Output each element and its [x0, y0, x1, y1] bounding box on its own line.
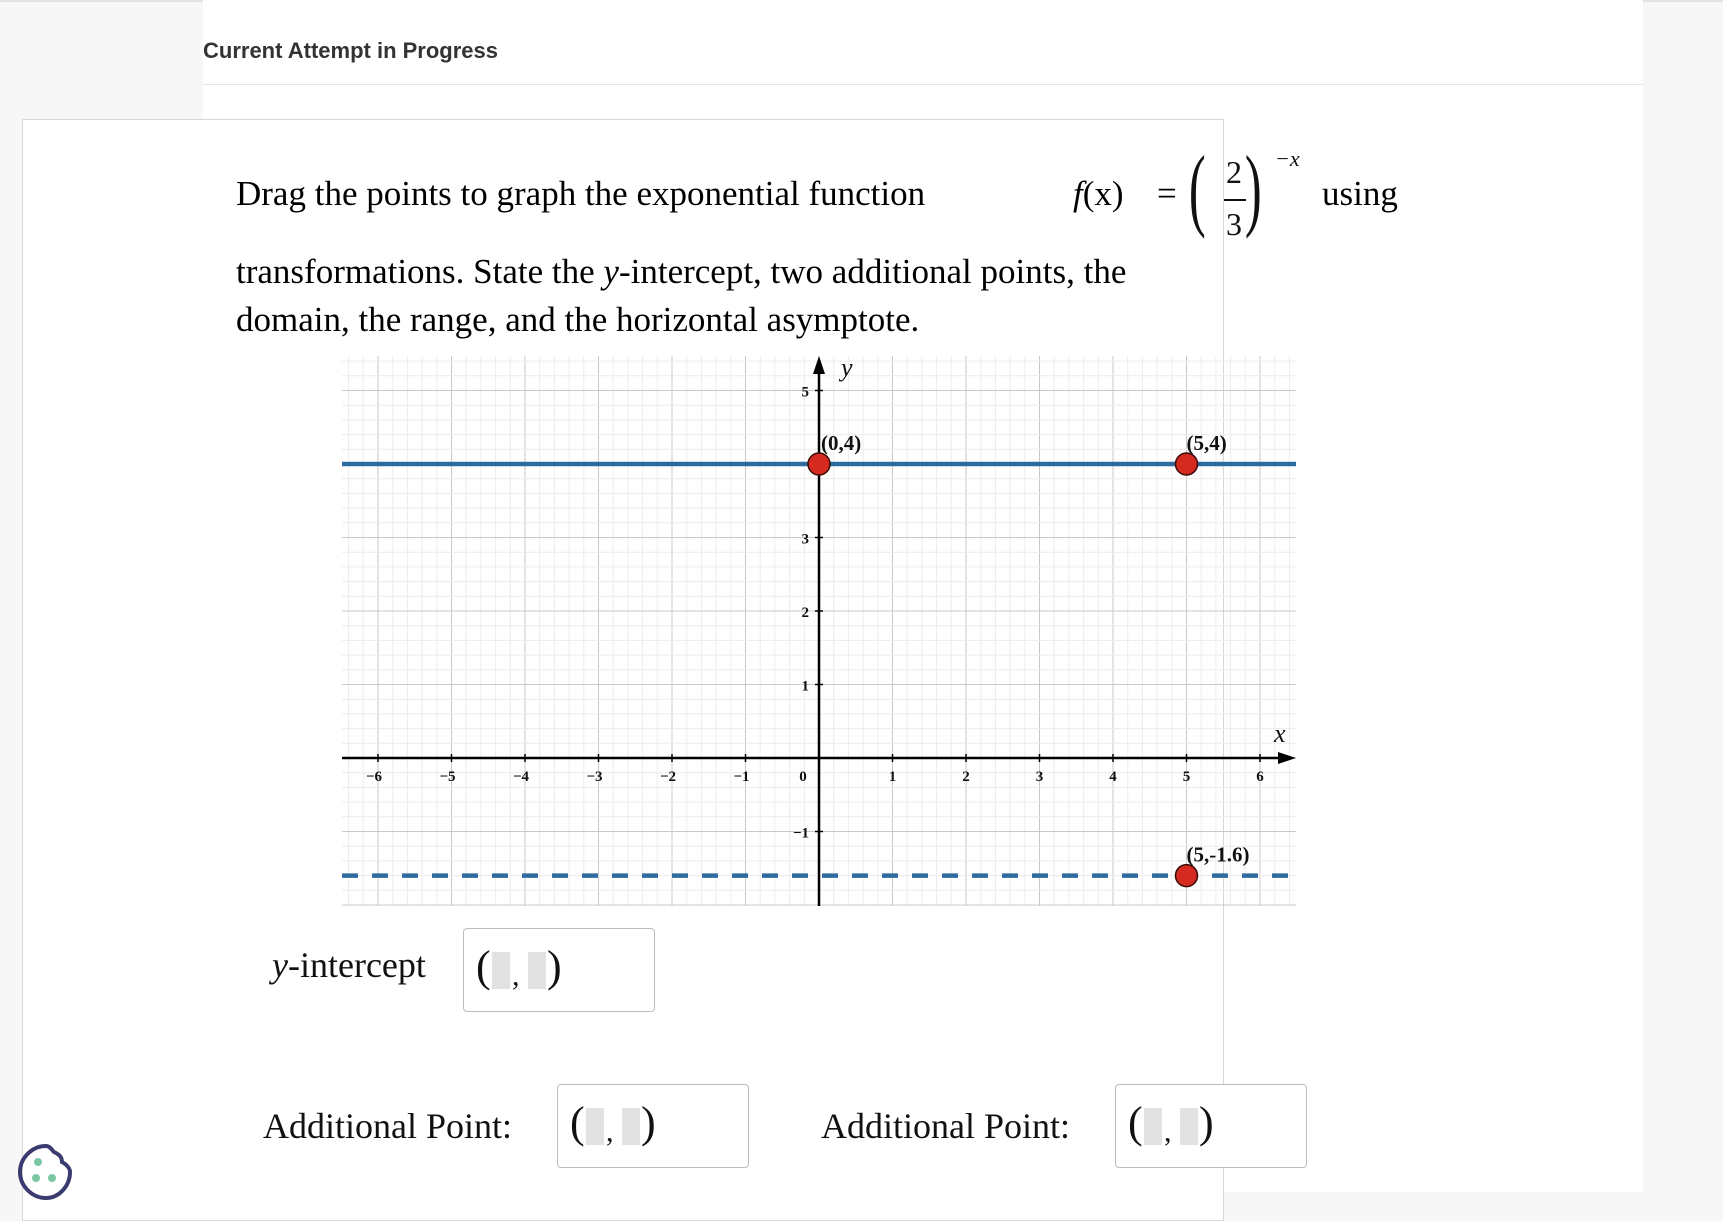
additional-point-1-input[interactable] — [557, 1084, 749, 1168]
x-tick-label: 4 — [1109, 769, 1117, 785]
close-paren: ) — [641, 1098, 656, 1147]
additional-point-1-y-slot[interactable] — [622, 1108, 640, 1145]
right-paren: ) — [1244, 137, 1262, 239]
additional-point-2-input[interactable] — [1115, 1084, 1307, 1168]
y-intercept-label — [272, 944, 426, 986]
draggable-point[interactable] — [1176, 453, 1198, 475]
x-axis-label: x — [1274, 719, 1286, 748]
prompt-line-3: domain, the range, and the horizontal asymptote. — [236, 300, 920, 339]
attempt-status-title: Current Attempt in Progress — [203, 38, 499, 63]
x-tick-label: −4 — [512, 769, 530, 785]
y-axis-label: y — [841, 353, 853, 382]
y-intercept-x-slot[interactable] — [492, 952, 510, 989]
x-tick-label: −3 — [586, 769, 603, 785]
additional-point-2-x-slot[interactable] — [1144, 1108, 1162, 1145]
x-tick-label: 6 — [1256, 769, 1264, 785]
y-tick-label: 3 — [801, 531, 809, 548]
x-tick-label: 0 — [799, 769, 807, 785]
x-tick-label: 2 — [962, 769, 970, 785]
point-label: (5,-1.6) — [1186, 842, 1250, 867]
fraction-numerator: 2 — [1226, 154, 1242, 190]
prompt-text-2a: transformations. State the — [236, 252, 595, 291]
x-tick-label: 1 — [888, 769, 897, 785]
prompt-var-y: y — [603, 252, 619, 291]
y-axis-arrow — [813, 356, 825, 374]
additional-point-1-label: Additional Point: — [263, 1106, 513, 1146]
x-axis-arrow — [1278, 752, 1296, 764]
x-tick-label: −5 — [439, 769, 456, 785]
draggable-point[interactable] — [1176, 865, 1198, 887]
x-tick-label: 3 — [1035, 769, 1044, 785]
close-paren: ) — [547, 942, 562, 991]
y-intercept-text: -intercept — [287, 945, 426, 985]
comma: , — [1164, 1115, 1172, 1148]
prompt-text-1: Drag the points to graph the exponential function — [236, 174, 926, 213]
x-tick-label: −2 — [659, 769, 677, 785]
x-tick-label: −1 — [733, 769, 750, 785]
function-arg: (x) — [1082, 174, 1124, 213]
additional-point-2-y-slot[interactable] — [1180, 1108, 1198, 1145]
y-intercept-var: y — [272, 945, 288, 985]
point-label: (5,4) — [1186, 431, 1227, 455]
open-paren: ( — [570, 1098, 585, 1147]
comma: , — [606, 1115, 614, 1148]
additional-point-2-label: Additional Point: — [821, 1106, 1071, 1146]
y-intercept-input[interactable] — [463, 928, 655, 1012]
cookie-settings-icon[interactable] — [14, 1140, 78, 1204]
prompt-text-2b: -intercept, two additional points, the — [618, 252, 1127, 291]
left-paren: ( — [1188, 137, 1206, 239]
close-paren: ) — [1199, 1098, 1214, 1147]
additional-point-1-x-slot[interactable] — [586, 1108, 604, 1145]
open-paren: ( — [476, 942, 491, 991]
y-tick-label: 2 — [801, 605, 809, 621]
draggable-point[interactable] — [808, 453, 830, 475]
equals-sign: = — [1157, 174, 1177, 213]
y-tick-label: 5 — [801, 384, 809, 401]
function-name: f — [1073, 174, 1083, 213]
point-label: (0,4) — [821, 431, 862, 455]
y-intercept-y-slot[interactable] — [528, 952, 546, 989]
x-tick-label: −6 — [365, 769, 383, 785]
comma: , — [512, 959, 520, 992]
fraction-denominator: 3 — [1226, 206, 1242, 242]
open-paren: ( — [1128, 1098, 1143, 1147]
prompt-using: using — [1322, 174, 1398, 213]
x-tick-label: 5 — [1182, 769, 1191, 785]
exponent: −x — [1275, 146, 1300, 171]
y-tick-label: 1 — [801, 678, 809, 695]
y-tick-label: −1 — [792, 825, 809, 842]
